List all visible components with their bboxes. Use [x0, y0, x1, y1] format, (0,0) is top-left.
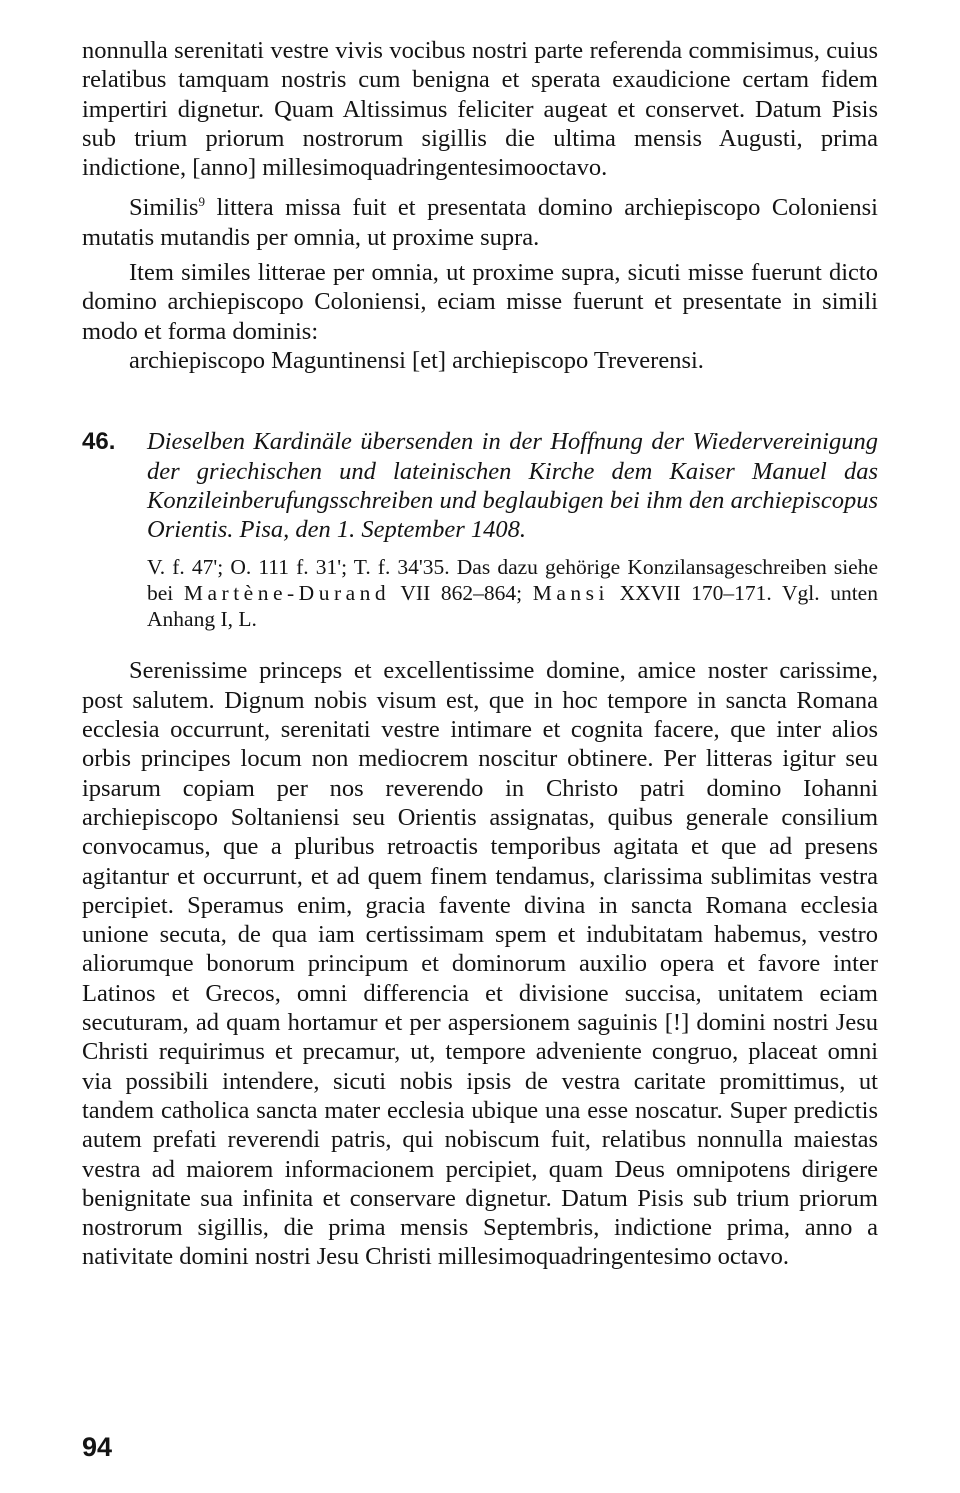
item-paragraph: Item similes litterae per omnia, ut proxime supra, sicuti misse fuerunt dicto domino archiepiscopo Coloniensi, eciam misse fuerunt et presentate in simili modo et forma dominis:: [82, 259, 878, 345]
page-number: 94: [82, 1432, 113, 1462]
document-heading: [82, 427, 878, 632]
document-sources: [147, 554, 878, 632]
similis-paragraph: [82, 193, 878, 252]
letter-body: Serenissime princeps et excellentissime domine, amice noster carissime, post salutem. Dignum nobis visum est, que in hoc tempore in sancta Romana ecclesia occurrunt, serenitati vestre intimare et cognita facere, que inter alios orbis principes locum non mediocrem noscitur obtinere. Per litteras igitur seu ipsarum copiam per nos reverendo in Christo patri domino Iohanni archiepiscopo Soltaniensi seu Orientis assignatas, quibus generale consilium convocamus, que a pluribus retroactis temporibus agitata et que ad presens agitantur et occurrunt, et ad quem finem tendamus, clarissima sublimitas vestra percipiet. Speramus enim, gracia favente divina in sancta Romana ecclesia unione secuta, de qua iam certissimam spem et indubitatam habemus, vestro aliorumque bonorum principum et dominorum auxilio opera et favore inter Latinos et Grecos, omni differencia et divisione succisa, unitatem eciam secuturam, ad quam hortamur et per aspersionem saguinis [!] domini nostri Jesu Christi requirimus et precamur, ut, tempore adveniente congruo, placeat omni via possibili intendere, sicuti nobis ipsis de vestra caritate promittimus, ut tandem catholica sancta mater ecclesia ubique una esse noscatur. Super predictis autem prefati reverendi patris, qui nobiscum fuit, relatibus nonnulla maiestas vestra ad maiorem informacionem percipiet, quam Deus omnipotens dirigere benignitate sua infinita et conservare dignetur. Datum Pisis sub trium priorum nostrorum sigillis, die prima mensis Septembris, indictione prima, anno a nativitate domini nostri Jesu Christi millesimoquadringentesimo octavo.: [82, 657, 878, 1271]
similis-word: Similis: [129, 194, 199, 222]
sources-part-1: V. f. 47'; O. 111 f. 31'; T. f. 34'35. Das dazu gehörige Konzilansageschreiben siehe bei: [147, 555, 878, 606]
page-content: [82, 36, 878, 1272]
sources-author-2: Mansi: [532, 581, 609, 606]
top-paragraph: nonnulla serenitati vestre vivis vocibus nostri parte referenda commisimus, cuius relatibus tamquam nostris cum benigna et sperata exaudicione certam fidem impertiri dignetur. Quam Altissimus feliciter augeat et conservet. Datum Pisis sub trium priorum nostrorum sigillis die ultima mensis Augusti, prima indictione, [anno] millesimoquadringentesimooctavo.: [82, 37, 878, 182]
addressees-line: archiepiscopo Maguntinensi [et] archiepiscopo Treverensi.: [129, 346, 704, 374]
similis-rest: littera missa fuit et presentata domino archiepiscopo Coloniensi mutatis mutandis per omnia, ut proxime supra.: [82, 194, 878, 251]
footnote-marker: 9: [198, 194, 205, 210]
document-number: 46.: [82, 428, 116, 456]
document-title: Dieselben Kardinäle übersenden in der Hoffnung der Wiedervereinigung der griechischen und lateinischen Kirche dem Kaiser Manuel das Konzileinberufungsschreiben und beglaubigen bei ihm den archiepiscopus Orientis. Pisa, den 1. September 1408.: [147, 428, 878, 544]
sources-part-3: XXVII 170–171. Vgl. unten Anhang I, L.: [147, 581, 878, 632]
sources-author-1: Martène-Durand: [183, 581, 391, 606]
sources-part-2: VII 862–864;: [390, 581, 533, 606]
